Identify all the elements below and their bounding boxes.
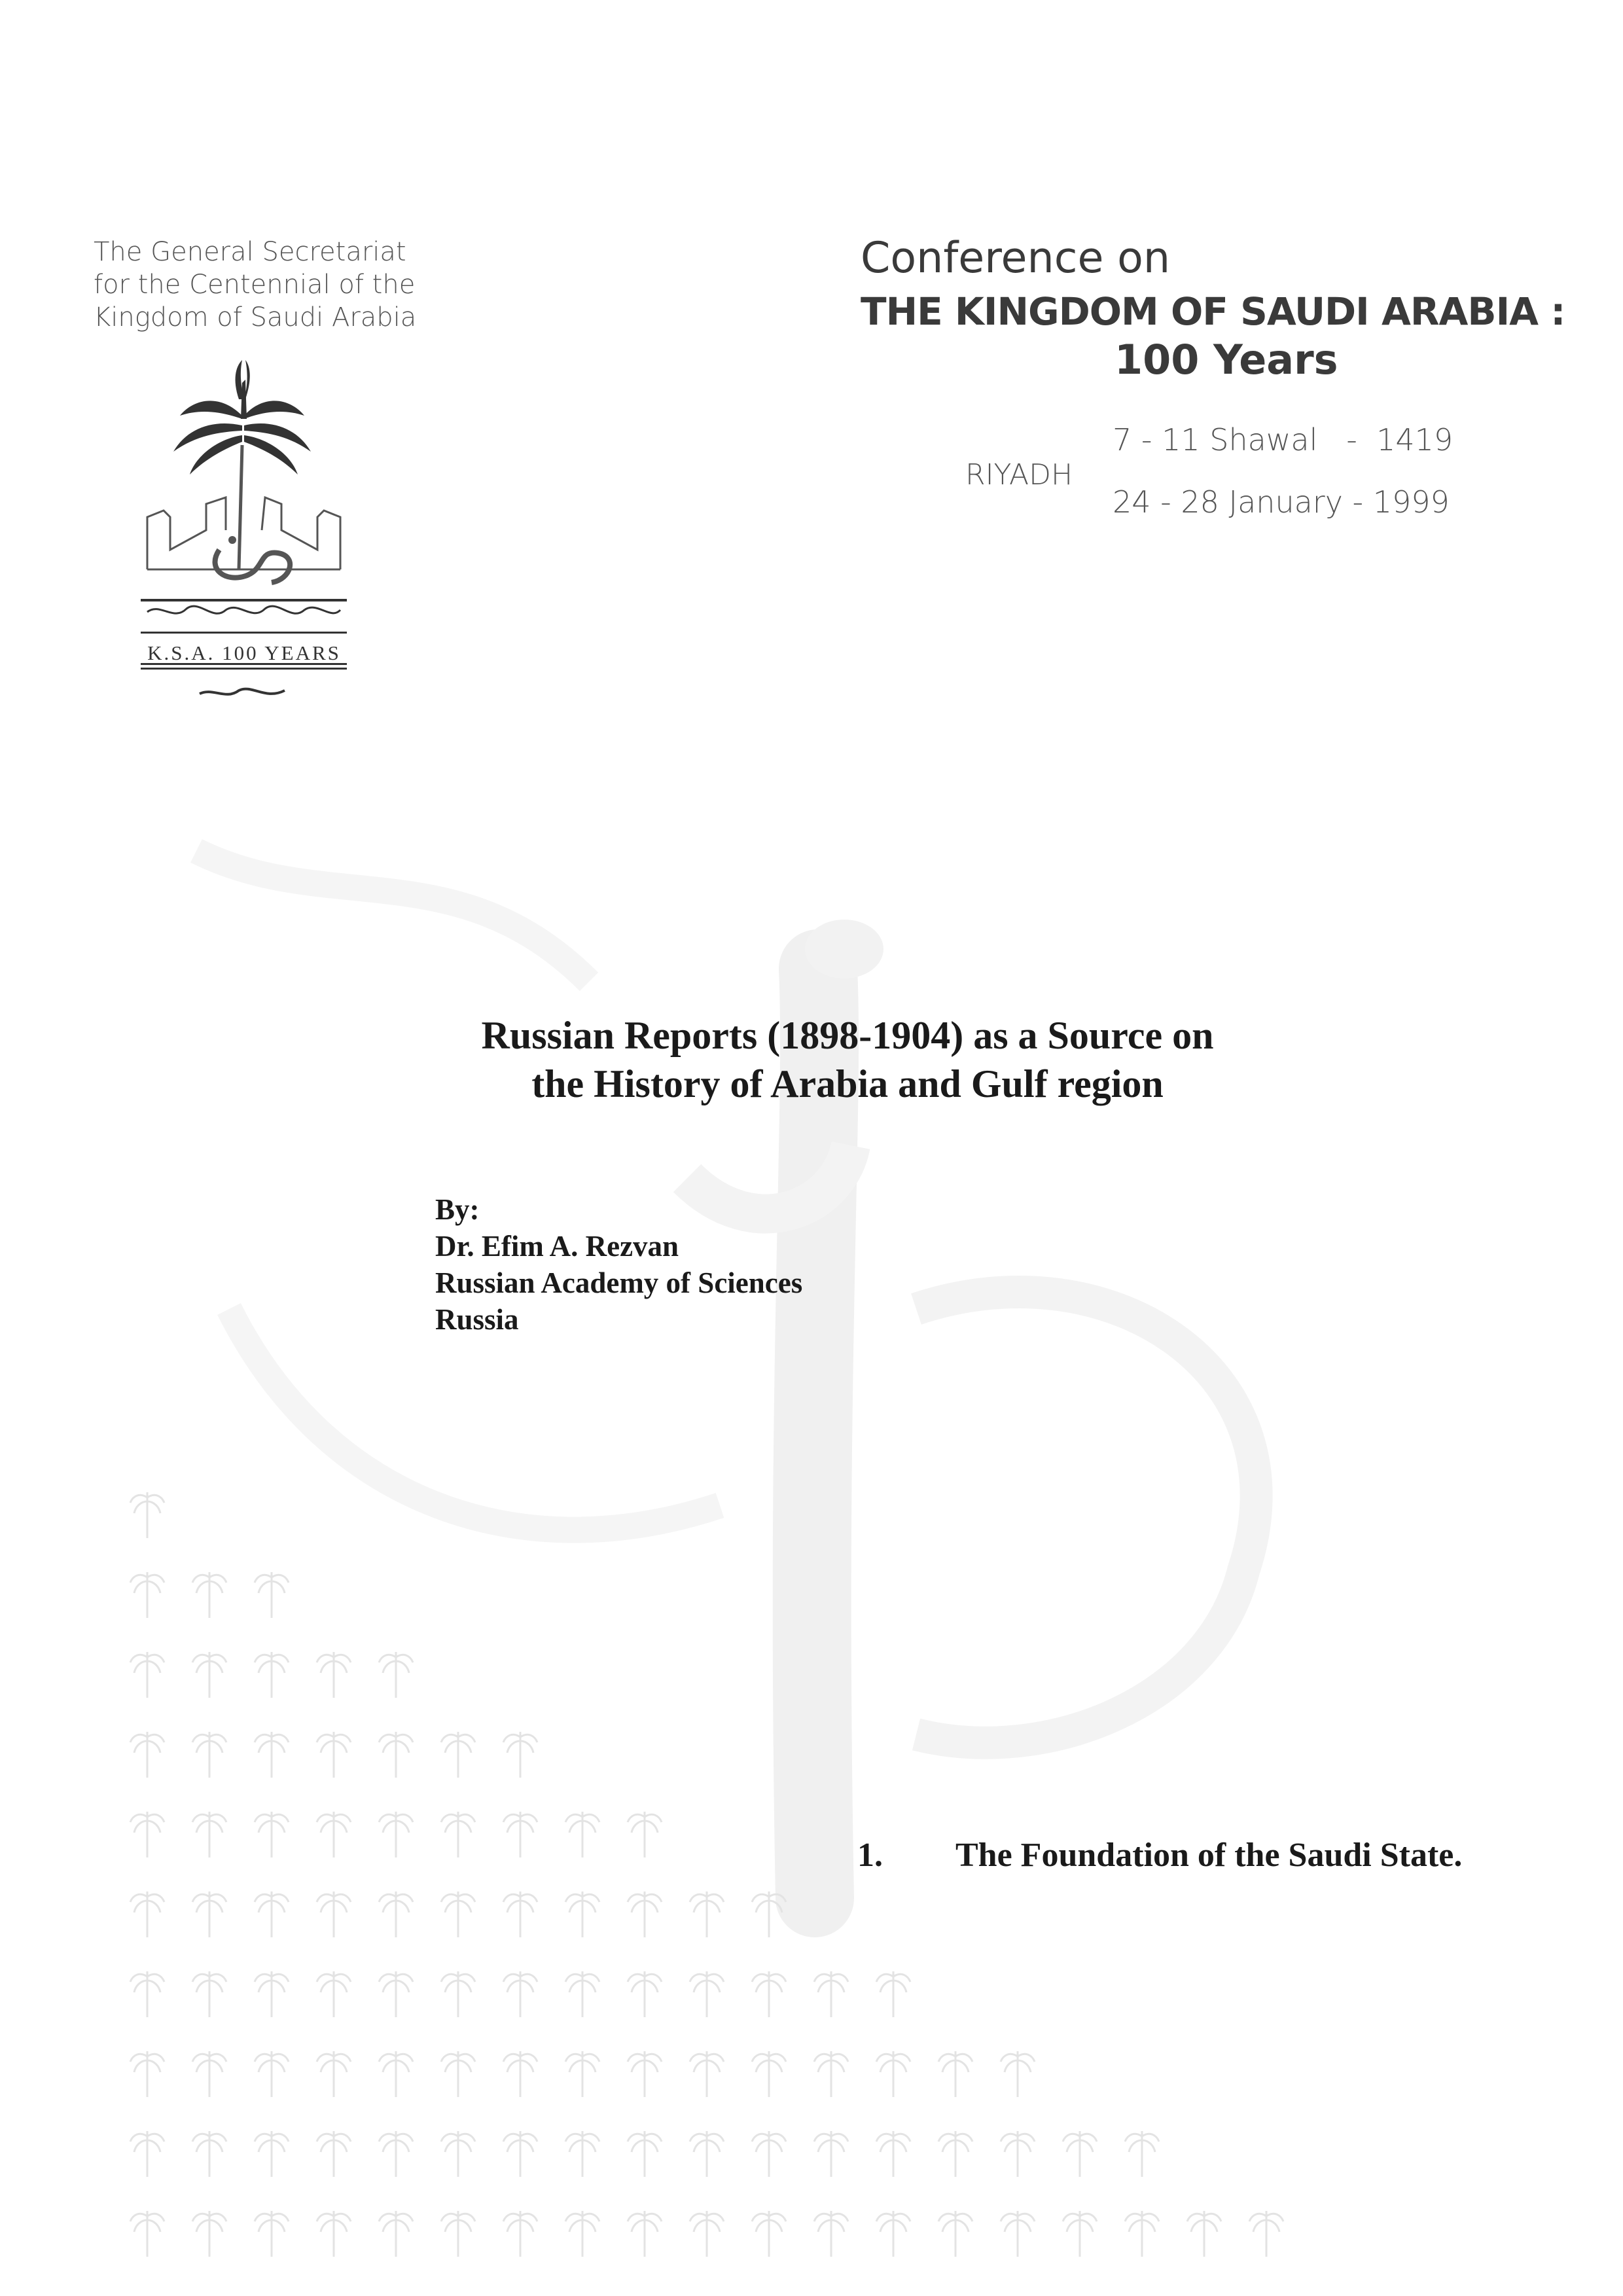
palm-motif-icon xyxy=(565,2051,599,2097)
palm-motif-icon xyxy=(130,2211,164,2257)
byline xyxy=(435,1191,802,1338)
palm-motif-icon xyxy=(317,1732,351,1778)
palm-motif-icon xyxy=(130,1812,164,1857)
palm-motif-icon xyxy=(379,1652,413,1698)
palm-motif-icon xyxy=(441,2051,475,2097)
palm-motif-icon xyxy=(192,1732,226,1778)
palm-motif-icon xyxy=(317,1652,351,1698)
palm-motif-icon xyxy=(379,2131,413,2177)
palm-motif-icon xyxy=(752,2211,786,2257)
palm-motif-icon xyxy=(255,2131,289,2177)
palm-motif-icon xyxy=(192,1572,226,1618)
palm-motif-icon xyxy=(690,1971,724,2017)
palm-motif-icon xyxy=(379,1812,413,1857)
palm-motif-icon xyxy=(317,1812,351,1857)
palm-motif-icon xyxy=(130,1732,164,1778)
palm-motif-icon xyxy=(628,1812,662,1857)
palm-motif-icon xyxy=(317,2131,351,2177)
palm-motif-icon xyxy=(379,2211,413,2257)
palm-motif-icon xyxy=(255,2051,289,2097)
palm-motif-icon xyxy=(814,1971,848,2017)
palm-motif-icon xyxy=(876,2051,910,2097)
palm-motif-icon xyxy=(503,2211,537,2257)
secretariat-block xyxy=(94,236,460,334)
paper-title-line-1: Russian Reports (1898-1904) as a Source on xyxy=(481,1014,1214,1057)
author-affiliation: Russian Academy of Sciences xyxy=(435,1266,803,1299)
palm-motif-icon xyxy=(130,1971,164,2017)
palm-motif-icon xyxy=(752,2051,786,2097)
palm-motif-icon xyxy=(255,2211,289,2257)
palm-motif-icon xyxy=(938,2131,972,2177)
palm-motif-icon xyxy=(1001,2131,1035,2177)
palm-motif-icon xyxy=(1063,2211,1097,2257)
palm-motif-icon xyxy=(565,2211,599,2257)
palm-motif-icon xyxy=(192,1652,226,1698)
paper-title-line-2: the History of Arabia and Gulf region xyxy=(531,1062,1164,1105)
secretariat-line-2: for the Centennial of the xyxy=(94,270,416,300)
palm-motif-icon xyxy=(130,1492,164,1538)
conference-heading xyxy=(861,232,1565,338)
conference-line-1: Conference on xyxy=(861,234,1171,283)
palm-motif-icon xyxy=(1125,2211,1159,2257)
palm-motif-icon xyxy=(130,1892,164,1937)
conference-date-hijri: 7 - 11 Shawal - 1419 xyxy=(1113,422,1454,457)
logo-caption: K.S.A. 100 YEARS xyxy=(147,641,341,664)
palm-motif-icon xyxy=(379,2051,413,2097)
palm-motif-icon xyxy=(628,1892,662,1937)
palm-motif-icon xyxy=(565,1971,599,2017)
palm-motif-icon xyxy=(690,1892,724,1937)
palm-motif-icon xyxy=(379,1732,413,1778)
palm-motif-icon xyxy=(1187,2211,1221,2257)
by-label: By: xyxy=(435,1193,480,1226)
palm-motif-icon xyxy=(628,1971,662,2017)
palm-motif-icon xyxy=(379,1892,413,1937)
palm-motif-icon xyxy=(441,2211,475,2257)
conference-city: RIYADH xyxy=(965,458,1073,492)
palm-motif-icon xyxy=(752,1971,786,2017)
palm-motif-icon xyxy=(503,1732,537,1778)
palm-motif-icon xyxy=(503,1812,537,1857)
palm-motif-icon xyxy=(876,2131,910,2177)
palm-motif-icon xyxy=(503,1892,537,1937)
palm-motif-icon xyxy=(938,2051,972,2097)
palm-motif-icon xyxy=(938,2211,972,2257)
palm-motif-icon xyxy=(255,1892,289,1937)
palm-motif-icon xyxy=(565,2131,599,2177)
palm-motif-icon xyxy=(628,2131,662,2177)
palm-motif-icon xyxy=(130,1652,164,1698)
palm-motif-icon xyxy=(317,1892,351,1937)
palm-motif-icon xyxy=(441,1812,475,1857)
palm-motif-icon xyxy=(192,1812,226,1857)
author-name: Dr. Efim A. Rezvan xyxy=(435,1230,679,1263)
palm-motif-icon xyxy=(441,1892,475,1937)
palm-motif-icon xyxy=(503,2131,537,2177)
palm-motif-icon xyxy=(628,2211,662,2257)
conference-line-2: THE KINGDOM OF SAUDI ARABIA : xyxy=(861,289,1565,334)
palm-motif-icon xyxy=(690,2211,724,2257)
palm-motif-icon xyxy=(441,1732,475,1778)
palm-pattern xyxy=(0,1473,1623,2296)
palm-motif-icon xyxy=(255,1652,289,1698)
palm-motif-icon xyxy=(379,1971,413,2017)
section-heading xyxy=(857,1836,1462,1874)
palm-motif-icon xyxy=(255,1572,289,1618)
palm-motif-icon xyxy=(130,1572,164,1618)
palm-motif-icon xyxy=(690,2051,724,2097)
palm-motif-icon xyxy=(192,2211,226,2257)
palm-motif-icon xyxy=(565,1812,599,1857)
palm-motif-icon xyxy=(192,2051,226,2097)
palm-motif-icon xyxy=(814,2211,848,2257)
palm-motif-icon xyxy=(317,2051,351,2097)
secretariat-line-3: Kingdom of Saudi Arabia xyxy=(94,302,417,332)
palm-motif-icon xyxy=(876,2211,910,2257)
paper-title xyxy=(393,1011,1302,1108)
palm-motif-icon xyxy=(628,2051,662,2097)
section-title: The Foundation of the Saudi State. xyxy=(955,1837,1463,1874)
palm-motif-icon xyxy=(192,2131,226,2177)
section-number: 1. xyxy=(857,1837,883,1874)
conference-date-gregorian: 24 - 28 January - 1999 xyxy=(1113,484,1450,520)
palm-motif-icon xyxy=(441,2131,475,2177)
palm-motif-icon xyxy=(752,2131,786,2177)
palm-motif-icon xyxy=(192,1892,226,1937)
palm-motif-icon xyxy=(1249,2211,1283,2257)
palm-motif-icon xyxy=(192,1971,226,2017)
conference-line-3: 100 Years xyxy=(1115,336,1338,384)
palm-motif-icon xyxy=(752,1892,786,1937)
palm-motif-icon xyxy=(317,1971,351,2017)
palm-motif-icon xyxy=(1001,2051,1035,2097)
palm-motif-icon xyxy=(317,2211,351,2257)
palm-motif-icon xyxy=(1001,2211,1035,2257)
palm-motif-icon xyxy=(690,2131,724,2177)
secretariat-line-1: The General Secretariat xyxy=(94,237,406,267)
palm-motif-icon xyxy=(565,1892,599,1937)
palm-motif-icon xyxy=(503,1971,537,2017)
palm-motif-icon xyxy=(814,2131,848,2177)
palm-motif-icon xyxy=(130,2051,164,2097)
palm-motif-icon xyxy=(255,1812,289,1857)
palm-motif-icon xyxy=(814,2051,848,2097)
palm-motif-icon xyxy=(255,1732,289,1778)
palm-motif-icon xyxy=(441,1971,475,2017)
palm-motif-icon xyxy=(876,1971,910,2017)
author-country: Russia xyxy=(435,1303,519,1336)
palm-motif-icon xyxy=(1125,2131,1159,2177)
palm-motif-icon xyxy=(503,2051,537,2097)
palm-motif-icon xyxy=(255,1971,289,2017)
palm-motif-icon xyxy=(130,2131,164,2177)
palm-motif-icon xyxy=(1063,2131,1097,2177)
